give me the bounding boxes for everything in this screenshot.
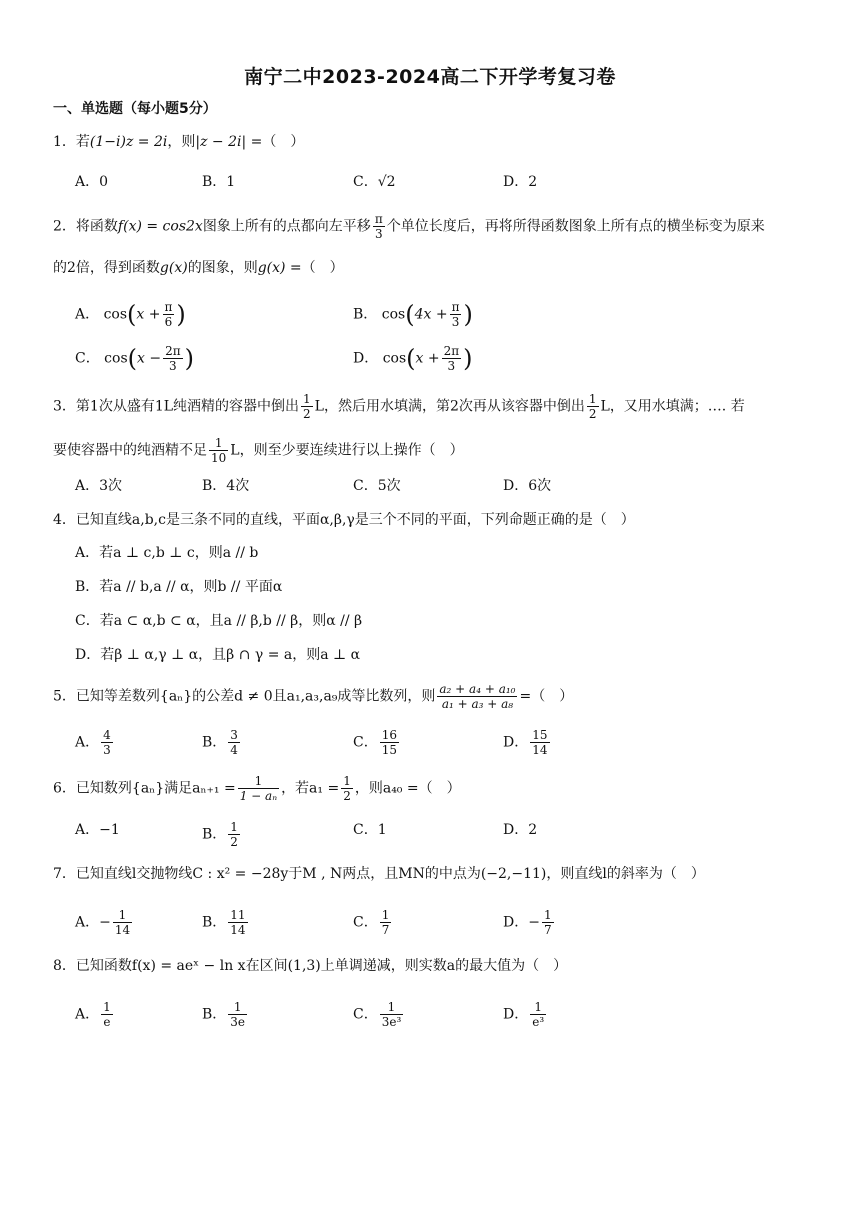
q5-option-a: A． $\frac{4}{3}$ — [75, 728, 111, 757]
question-1-stem — [53, 132, 304, 152]
q7-option-b: B． $\frac{11}{14}$ — [202, 908, 246, 937]
question-2-stem-line1: 2．将函数f(x) = cos2x图象上所有的点都向左平移 $\frac{\pi}{3}$ 个单位长度后，再将所得函数图象上所有点的横坐标变为原来 — [53, 212, 765, 241]
q3-option-c: C．5次 — [353, 478, 401, 494]
q6-option-d: D．2 — [503, 822, 538, 838]
q8-option-c: C． $\frac{1}{\text{3e³}}$ — [353, 1000, 402, 1029]
q2-option-d: D． cos(x + $\frac{2\pi}{3}$ ) — [353, 344, 473, 373]
q4-option-d: D．若β ⊥ α,γ ⊥ α，且β ∩ γ = a，则a ⊥ α — [75, 647, 361, 663]
page-title: 南宁二中2023-2024高二下开学考复习卷 — [244, 66, 616, 88]
q2-option-c: C． cos(x − $\frac{2\pi}{3}$ ) — [75, 344, 194, 373]
q5-option-b: B． $\frac{3}{4}$ — [202, 728, 238, 757]
question-6-stem: 6．已知数列{aₙ}满足aₙ₊₁ = $\frac{1}{\text{1 − aₙ}}$ ，若a₁ = $\frac{1}{2}$ ，则a₄₀ =（ ） — [53, 774, 461, 803]
question-2-stem-line2: 的2倍，得到函数g(x)的图象，则g(x) =（ ） — [53, 260, 344, 276]
q5-option-d: D． $\frac{15}{14}$ — [503, 728, 548, 757]
question-7-stem: 7．已知直线l交抛物线C : x² = −28y于M , N两点，且MN的中点为(−2,−11)，则直线l的斜率为（ ） — [53, 866, 705, 882]
q1-option-b: B．1 — [202, 174, 236, 190]
q4-option-c: C．若a ⊂ α,b ⊂ α，且a // β,b // β，则α // β — [75, 613, 363, 629]
q7-option-a: A．− $\frac{1}{14}$ — [75, 908, 131, 937]
q1-option-c: C．√2 — [353, 174, 396, 190]
q8-option-d: D． $\frac{1}{\text{e³}}$ — [503, 1000, 545, 1029]
q1-prefix: 1．若 — [53, 134, 90, 150]
q4-option-b: B．若a // b,a // α，则b // 平面α — [75, 579, 283, 595]
q3-option-b: B．4次 — [202, 478, 250, 494]
q1-option-a: A．0 — [75, 174, 109, 190]
q2-option-b: B． cos(4x + $\frac{\pi}{3}$ ) — [353, 300, 473, 329]
q2-option-a: A． cos(x + $\frac{\pi}{6}$ ) — [75, 300, 186, 329]
question-5-stem: 5．已知等差数列{aₙ}的公差d ≠ 0且a₁,a₃,a₉成等比数列，则 $\frac{\text{a₂ + a₄ + a₁₀}}{\text{a₁ + a₃ + a₈}}$ =（ ） — [53, 682, 574, 711]
q1-expr: (1−i)z = 2i — [89, 134, 168, 150]
q8-option-b: B． $\frac{1}{3e}$ — [202, 1000, 246, 1029]
question-8-stem: 8．已知函数f(x) = aeˣ − ln x在区间(1,3)上单调递减，则实数a的最大值为（ ） — [53, 958, 568, 974]
q6-option-b: B． $\frac{1}{2}$ — [202, 820, 238, 849]
question-3-stem-line2: 要使容器中的纯酒精不足 $\frac{1}{10}$ L，则至少要连续进行以上操作（ ） — [53, 436, 464, 465]
q4-option-a: A．若a ⊥ c,b ⊥ c，则a // b — [75, 545, 259, 561]
q1-option-d: D．2 — [503, 174, 538, 190]
q6-option-a: A．−1 — [75, 822, 120, 838]
q3-option-d: D．6次 — [503, 478, 552, 494]
q1-expr2: |z − 2i| = — [195, 134, 263, 150]
q8-option-a: A． $\frac{1}{e}$ — [75, 1000, 111, 1029]
question-3-stem-line1: 3．第1次从盛有1L纯酒精的容器中倒出 $\frac{1}{2}$ L，然后用水填满，第2次再从该容器中倒出 $\frac{1}{2}$ L，又用水填满；…. 若 — [53, 392, 745, 421]
q7-option-d: D．− $\frac{1}{7}$ — [503, 908, 552, 937]
section-heading: 一、单选题（每小题5分） — [53, 101, 217, 117]
q1-blank: （ ） — [262, 134, 305, 150]
q3-option-a: A．3次 — [75, 478, 123, 494]
q6-option-c: C．1 — [353, 822, 387, 838]
q1-mid: ，则 — [167, 134, 196, 150]
question-4-stem: 4．已知直线a,b,c是三条不同的直线，平面α,β,γ是三个不同的平面，下列命题正确的是（ ） — [53, 512, 635, 528]
q7-option-c: C． $\frac{1}{7}$ — [353, 908, 390, 937]
q5-option-c: C． $\frac{16}{15}$ — [353, 728, 397, 757]
